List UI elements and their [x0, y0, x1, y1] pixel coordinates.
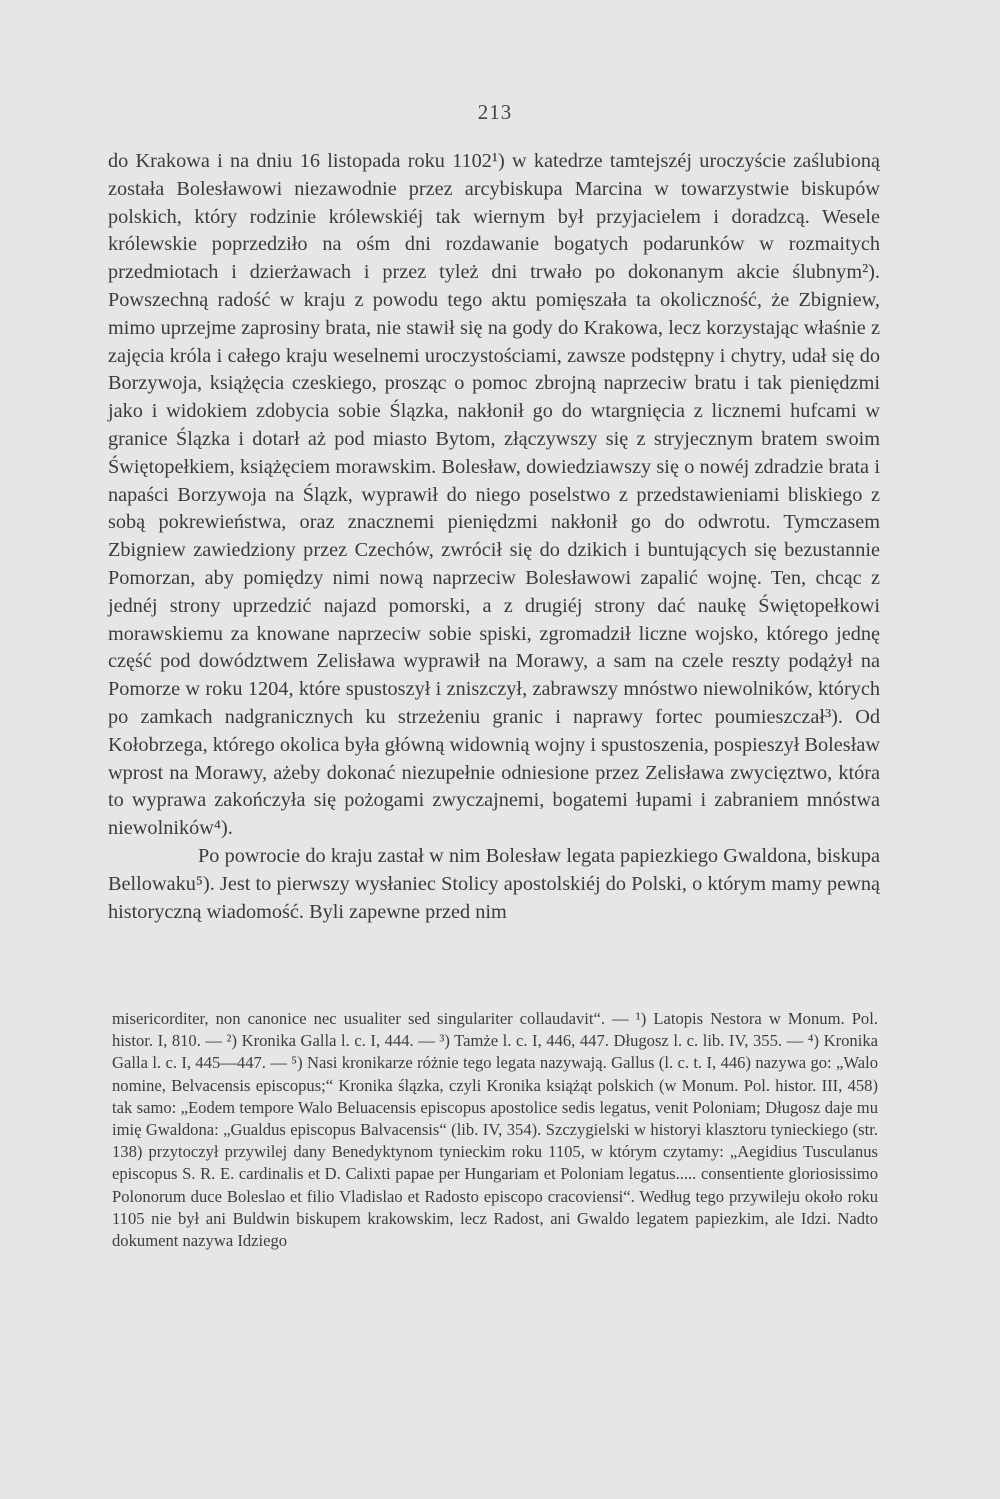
paragraph-2: Po powrocie do kraju zastał w nim Bolesław legata papiezkiego Gwaldona, biskupa Bellowaku⁵). Jest to pierwszy wysłaniec Stolicy apostolskiéj do Polski, o którym mamy pewną historyczną wiadomość. Byli zapewne przed nim [108, 844, 880, 923]
main-text [108, 148, 880, 926]
paragraph-1: do Krakowa i na dniu 16 listopada roku 1102¹) w katedrze tamtejszéj uroczyście zaślubioną została Bolesławowi niezawodnie przez arcybiskupa Marcina w towarzystwie biskupów polskich, który rodzinie królewskiéj tak wiernym był przyjacielem i doradzcą. Wesele królewskie poprzedziło na ośm dni rozdawanie bogatych podarunków w rozmaitych przedmiotach i dzierżawach i przez tyleż dni trwało po dokonanym akcie ślubnym²). Powszechną radość w kraju z powodu tego aktu pomięszała ta okoliczność, że Zbigniew, mimo uprzejme zaprosiny brata, nie stawił się na gody do Krakowa, lecz korzystając właśnie z zajęcia króla i całego kraju weselnemi uroczystościami, zawsze podstępny i chytry, udał się do Borzywoja, książęcia czeskiego, prosząc o pomoc zbrojną naprzeciw bratu i tak pieniędzmi jako i widokiem zdobycia sobie Ślązka, nakłonił go do wtargnięcia z licznemi hufcami w granice Ślązka i dotarł aż pod miasto Bytom, złączywszy się z stryjecznym bratem swoim Świętopełkiem, książęciem morawskim. Bolesław, dowiedziawszy się o nowéj zdradzie brata i napaści Borzywoja na Ślązk, wyprawił do niego poselstwo z przedstawieniami bliskiego z sobą pokrewieństwa, oraz znacznemi pieniędzmi nakłonił go do odwrotu. Tymczasem Zbigniew zawiedziony przez Czechów, zwrócił się do dzikich i buntujących się bezustannie Pomorzan, aby pomiędzy nimi nową naprzeciw Bolesławowi zapalić wojnę. Ten, chcąc z jednéj strony uprzedzić najazd pomorski, a z drugiéj strony dać naukę Świętopełkowi morawskiemu za knowane naprzeciw sobie spiski, zgromadził liczne wojsko, którego jednę część pod dowództwem Zelisława wyprawił na Morawy, a sam na czele reszty podążył na Pomorze w roku 1204, które spustoszył i zniszczył, zabrawszy mnóstwo niewolników, których po zamkach nadgranicznych ku strzeżeniu granic i naprawy fortec poumieszczał³). Od Kołobrzega, którego okolica była główną widownią wojny i spustoszenia, pospieszył Bolesław wprost na Morawy, ażeby dokonać niezupełnie odniesione przez Zelisława zwycięztwo, która to wyprawa zakończyła się pożogami zwyczajnemi, bogatemi łupami i zabraniem mnóstwa niewolników⁴). [108, 150, 880, 840]
footnotes [112, 1008, 878, 1252]
page-number: 213 [477, 100, 513, 124]
footnotes-text: misericorditer, non canonice nec usualiter sed singulariter collaudavit“. — ¹) Latopis Nestora w Monum. Pol. histor. I, 810. — ²) Kronika Galla l. c. I, 444. — ³) Tamże l. c. I, 446, 447. Długosz l. c. lib. IV, 355. — ⁴) Kronika Galla l. c. I, 445—447. — ⁵) Nasi kronikarze różnie tego legata nazywają. Gallus (l. c. t. I, 446) nazywa go: „Walo nomine, Belvacensis episcopus;“ Kronika ślązka, czyli Kronika książąt polskich (w Monum. Pol. histor. III, 458) tak samo: „Eodem tempore Walo Beluacensis episcopus apostolice sedis legatus, venit Poloniam; Długosz daje mu imię Gwaldona: „Gualdus episcopus Balvacensis“ (lib. IV, 354). Szczygielski w historyi klasztoru tynieckiego (str. 138) przytoczył przywilej dany Benedyktynom tynieckim roku 1105, w którym czytamy: „Aegidius Tusculanus episcopus S. R. E. cardinalis et D. Calixti papae per Hungariam et Poloniam legatus..... consentiente gloriosissimo Polonorum duce Boleslao et filio Vladislao et Radosto episcopo cracoviensi“. Według tego przywileju około roku 1105 nie był ani Buldwin biskupem krakowskim, lecz Radost, ani Gwaldo legatem papiezkim, ale Idzi. Nadto dokument nazywa Idziego [112, 1009, 878, 1251]
